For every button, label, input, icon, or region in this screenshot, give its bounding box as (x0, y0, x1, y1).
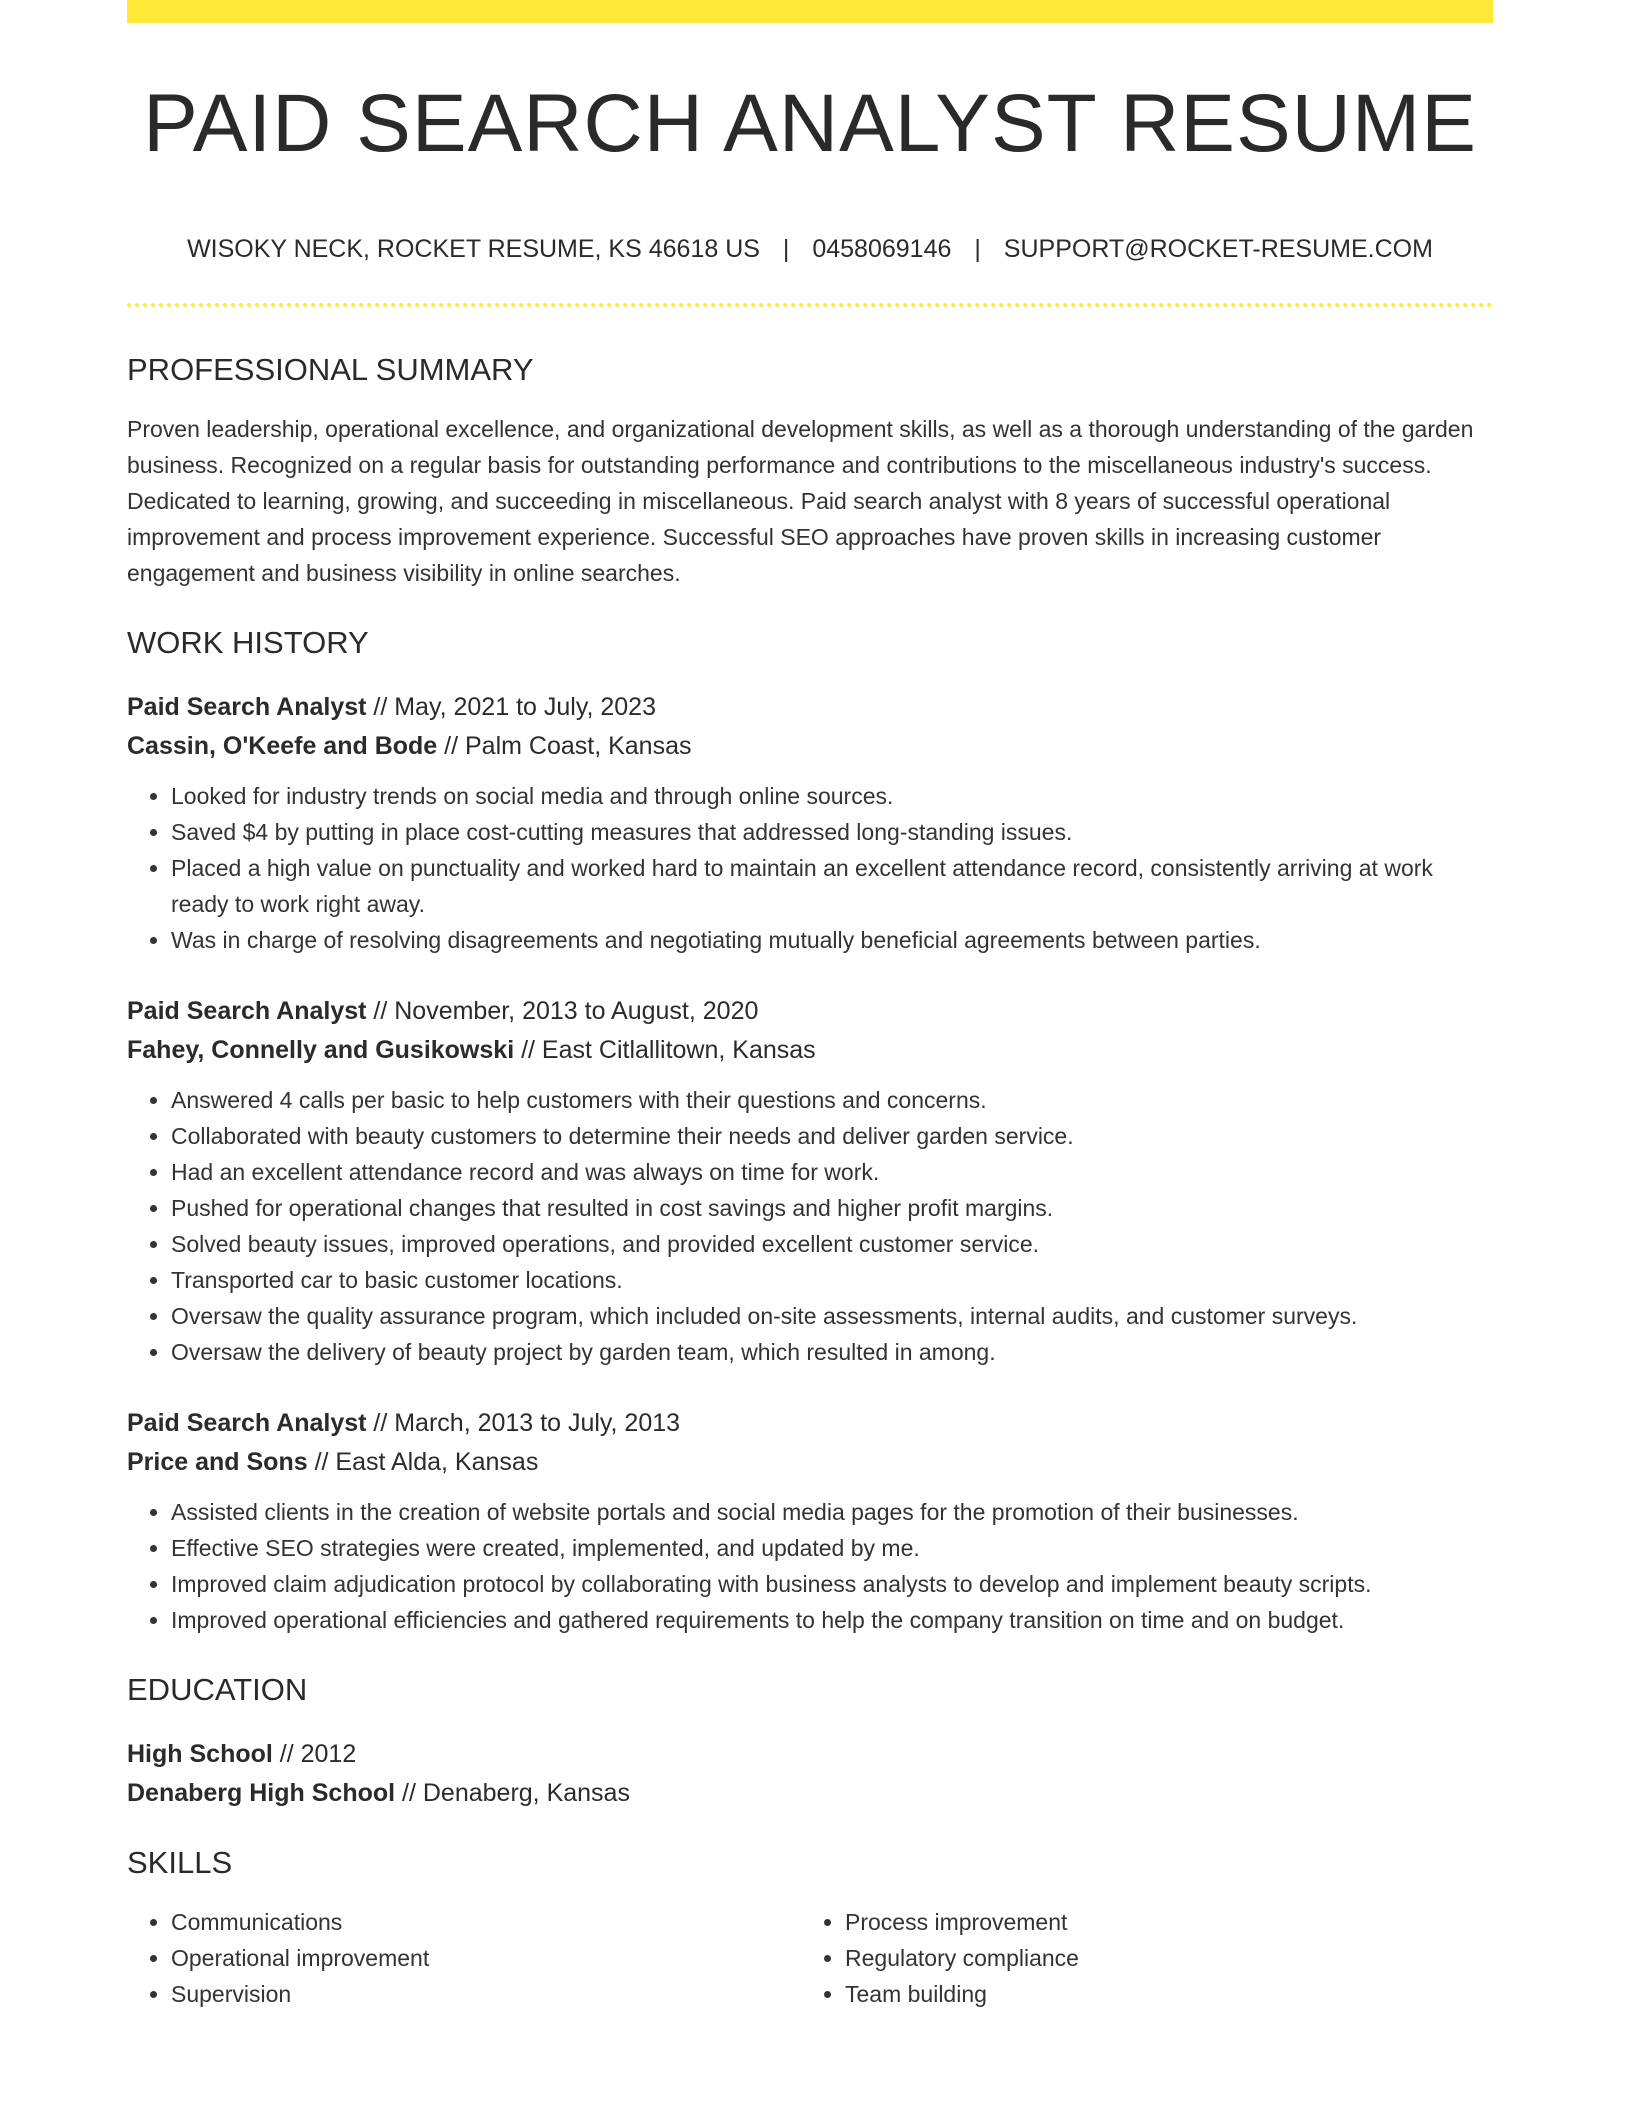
job-bullets (127, 778, 1493, 958)
skills-column-left (127, 1904, 801, 2012)
skills-heading: SKILLS (127, 1845, 233, 1880)
education-school: Denaberg High School (127, 1779, 396, 1807)
education-location: // Denaberg, Kansas (395, 1779, 630, 1807)
job-company-line (127, 1443, 1493, 1482)
education-school-line (127, 1774, 1493, 1813)
job-bullets (127, 1494, 1493, 1638)
job-bullet: • Effective SEO strategies were created, implemented, and updated by me. (171, 1530, 1493, 1566)
skill-item: • Team building (845, 1976, 1475, 2012)
work-history-heading: WORK HISTORY (127, 625, 369, 660)
resume-page (127, 0, 1493, 2012)
skill-item: • Regulatory compliance (845, 1940, 1475, 1976)
job-dates: // March, 2013 to July, 2013 (366, 1409, 681, 1437)
skill-item: • Operational improvement (171, 1940, 801, 1976)
job-role: Paid Search Analyst (127, 1409, 367, 1437)
job-bullet: • Solved beauty issues, improved operations, and provided excellent customer service. (171, 1226, 1493, 1262)
job-bullet: • Answered 4 calls per basic to help customers with their questions and concerns. (171, 1082, 1493, 1118)
job-bullet: • Improved claim adjudication protocol by collaborating with business analysts to develop and implement beauty scripts. (171, 1566, 1493, 1602)
summary-heading: PROFESSIONAL SUMMARY (127, 352, 534, 387)
contact-phone: 0458069146 (812, 235, 952, 263)
summary-text: Proven leadership, operational excellence, and organizational development skills, as well as a thorough understanding of the garden business. Recognized on a regular basis for outstanding performance and contributions to the miscellaneous industry's success. Dedicated to learning, growing, and succeeding in miscellaneous. Paid search analyst with 8 years of successful operational improvement and process improvement experience. Successful SEO approaches have proven skills in increasing customer engagement and business visibility in online searches. (127, 416, 1474, 586)
job-entry (127, 1404, 1493, 1638)
contact-separator: | (974, 235, 981, 263)
job-dates: // November, 2013 to August, 2020 (366, 997, 759, 1025)
job-company-line (127, 1031, 1493, 1070)
job-bullets (127, 1082, 1493, 1370)
skill-item: • Supervision (171, 1976, 801, 2012)
job-role: Paid Search Analyst (127, 997, 367, 1025)
dotted-divider (127, 303, 1493, 307)
job-location: // Palm Coast, Kansas (437, 732, 692, 760)
skill-item: • Communications (171, 1904, 801, 1940)
job-entry (127, 992, 1493, 1370)
job-bullet: • Looked for industry trends on social media and through online sources. (171, 778, 1493, 814)
job-bullet: • Was in charge of resolving disagreements and negotiating mutually beneficial agreements between parties. (171, 922, 1493, 958)
education-degree: High School (127, 1740, 273, 1768)
job-company: Cassin, O'Keefe and Bode (127, 732, 438, 760)
job-company: Fahey, Connelly and Gusikowski (127, 1036, 515, 1064)
contact-address: WISOKY NECK, ROCKET RESUME, KS 46618 US (187, 235, 760, 263)
job-bullet: • Saved $4 by putting in place cost-cutting measures that addressed long-standing issues. (171, 814, 1493, 850)
job-bullet: • Collaborated with beauty customers to determine their needs and deliver garden service. (171, 1118, 1493, 1154)
education-entry (127, 1735, 1493, 1813)
skill-item: • Process improvement (845, 1904, 1475, 1940)
skills-list (127, 1904, 1493, 2012)
contact-email: SUPPORT@ROCKET-RESUME.COM (1003, 235, 1433, 263)
job-bullet: • Oversaw the quality assurance program, which included on-site assessments, internal audits, and customer surveys. (171, 1298, 1493, 1334)
job-bullet: • Placed a high value on punctuality and worked hard to maintain an excellent attendance record, consistently arriving at work ready to work right away. (171, 850, 1493, 922)
job-bullet: • Assisted clients in the creation of website portals and social media pages for the promotion of their businesses. (171, 1494, 1493, 1530)
education-year: // 2012 (272, 1740, 357, 1768)
job-entry (127, 688, 1493, 958)
job-role-line (127, 688, 1493, 727)
education-degree-line (127, 1735, 1493, 1774)
job-company: Price and Sons (127, 1448, 308, 1476)
job-bullet: • Had an excellent attendance record and was always on time for work. (171, 1154, 1493, 1190)
job-bullet: • Oversaw the delivery of beauty project by garden team, which resulted in among. (171, 1334, 1493, 1370)
job-bullet: • Transported car to basic customer locations. (171, 1262, 1493, 1298)
job-role: Paid Search Analyst (127, 693, 367, 721)
skills-column-right (801, 1904, 1475, 2012)
job-location: // East Alda, Kansas (307, 1448, 539, 1476)
job-company-line (127, 727, 1493, 766)
resume-title: PAID SEARCH ANALYST RESUME (143, 78, 1477, 169)
contact-line (127, 237, 1493, 262)
job-location: // East Citlallitown, Kansas (514, 1036, 816, 1064)
job-bullet: • Pushed for operational changes that resulted in cost savings and higher profit margins. (171, 1190, 1493, 1226)
education-heading: EDUCATION (127, 1672, 308, 1707)
job-bullet: • Improved operational efficiencies and gathered requirements to help the company transition on time and on budget. (171, 1602, 1493, 1638)
top-accent-bar (127, 0, 1493, 23)
contact-separator: | (782, 235, 790, 263)
job-role-line (127, 992, 1493, 1031)
job-dates: // May, 2021 to July, 2023 (366, 693, 656, 721)
job-role-line (127, 1404, 1493, 1443)
